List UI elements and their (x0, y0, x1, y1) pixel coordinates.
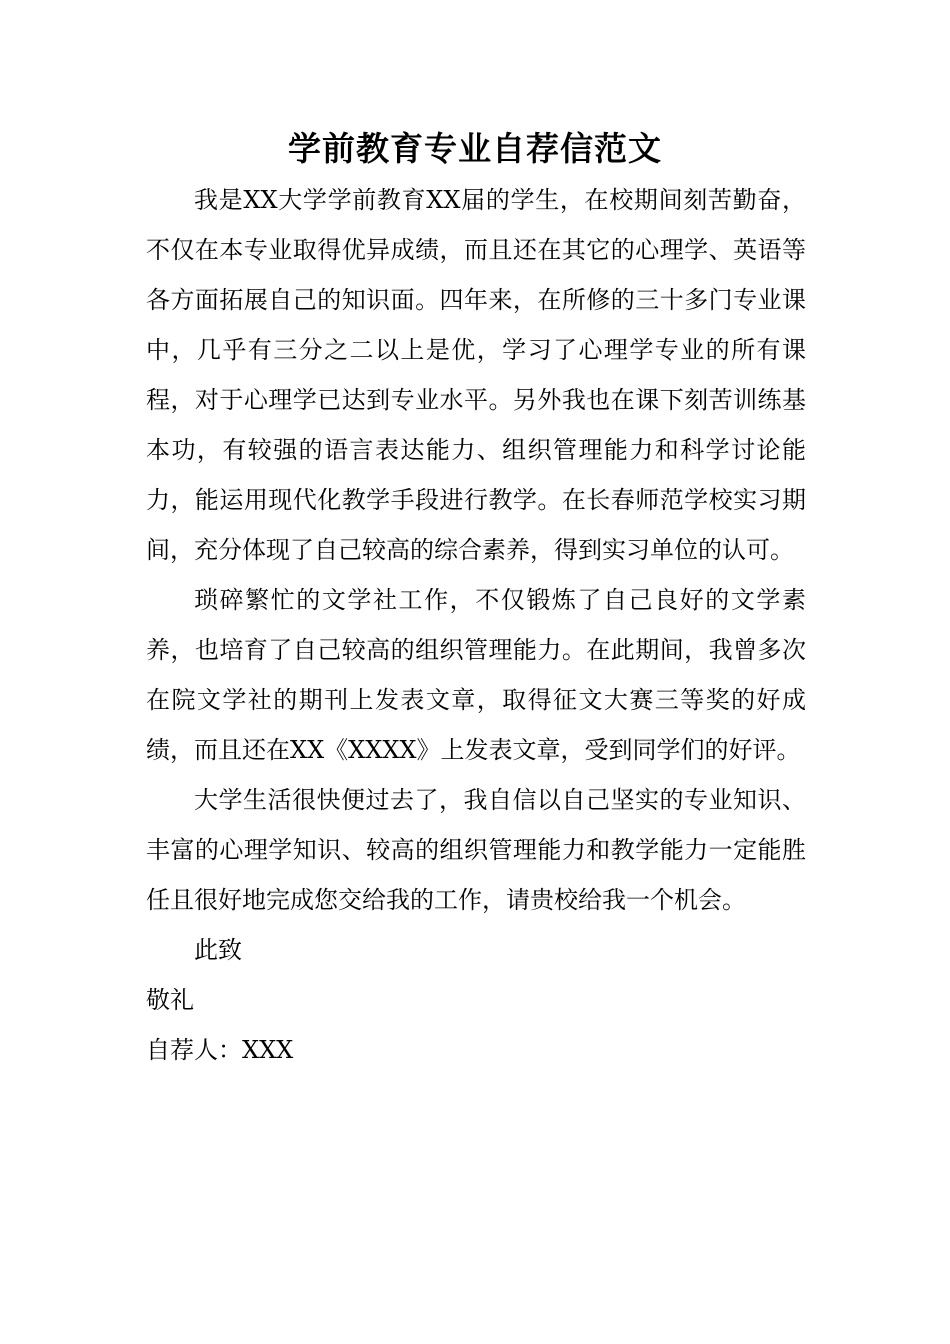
paragraph-3: 大学生活很快便过去了，我自信以自己坚实的专业知识、丰富的心理学知识、较高的组织管理能力和教学能力一定能胜任且很好地完成您交给我的工作，请贵校给我一个机会。 (146, 786, 806, 914)
letter-body (146, 175, 806, 1075)
closing-line: 此致 (194, 936, 242, 964)
paragraph-2: 琐碎繁忙的文学社工作，不仅锻炼了自己良好的文学素养，也培育了自己较高的组织管理能力。在此期间，我曾多次在院文学社的期刊上发表文章，取得征文大赛三等奖的好成绩，而且还在XX《XXXX》上发表文章，受到同学们的好评。 (146, 586, 806, 764)
document-title: 学前教育专业自荐信范文 (288, 129, 662, 168)
signature-line: 自荐人：XXX (146, 1036, 294, 1064)
salutation-line: 敬礼 (146, 986, 194, 1014)
paragraph-1: 我是XX大学学前教育XX届的学生，在校期间刻苦勤奋，不仅在本专业取得优异成绩，而且还在其它的心理学、英语等各方面拓展自己的知识面。四年来，在所修的三十多门专业课中，几乎有三分之二以上是优，学习了心理学专业的所有课程，对于心理学已达到专业水平。另外我也在课下刻苦训练基本功，有较强的语言表达能力、组织管理能力和科学讨论能力，能运用现代化教学手段进行教学。在长春师范学校实习期间，充分体现了自己较高的综合素养，得到实习单位的认可。 (146, 186, 806, 564)
